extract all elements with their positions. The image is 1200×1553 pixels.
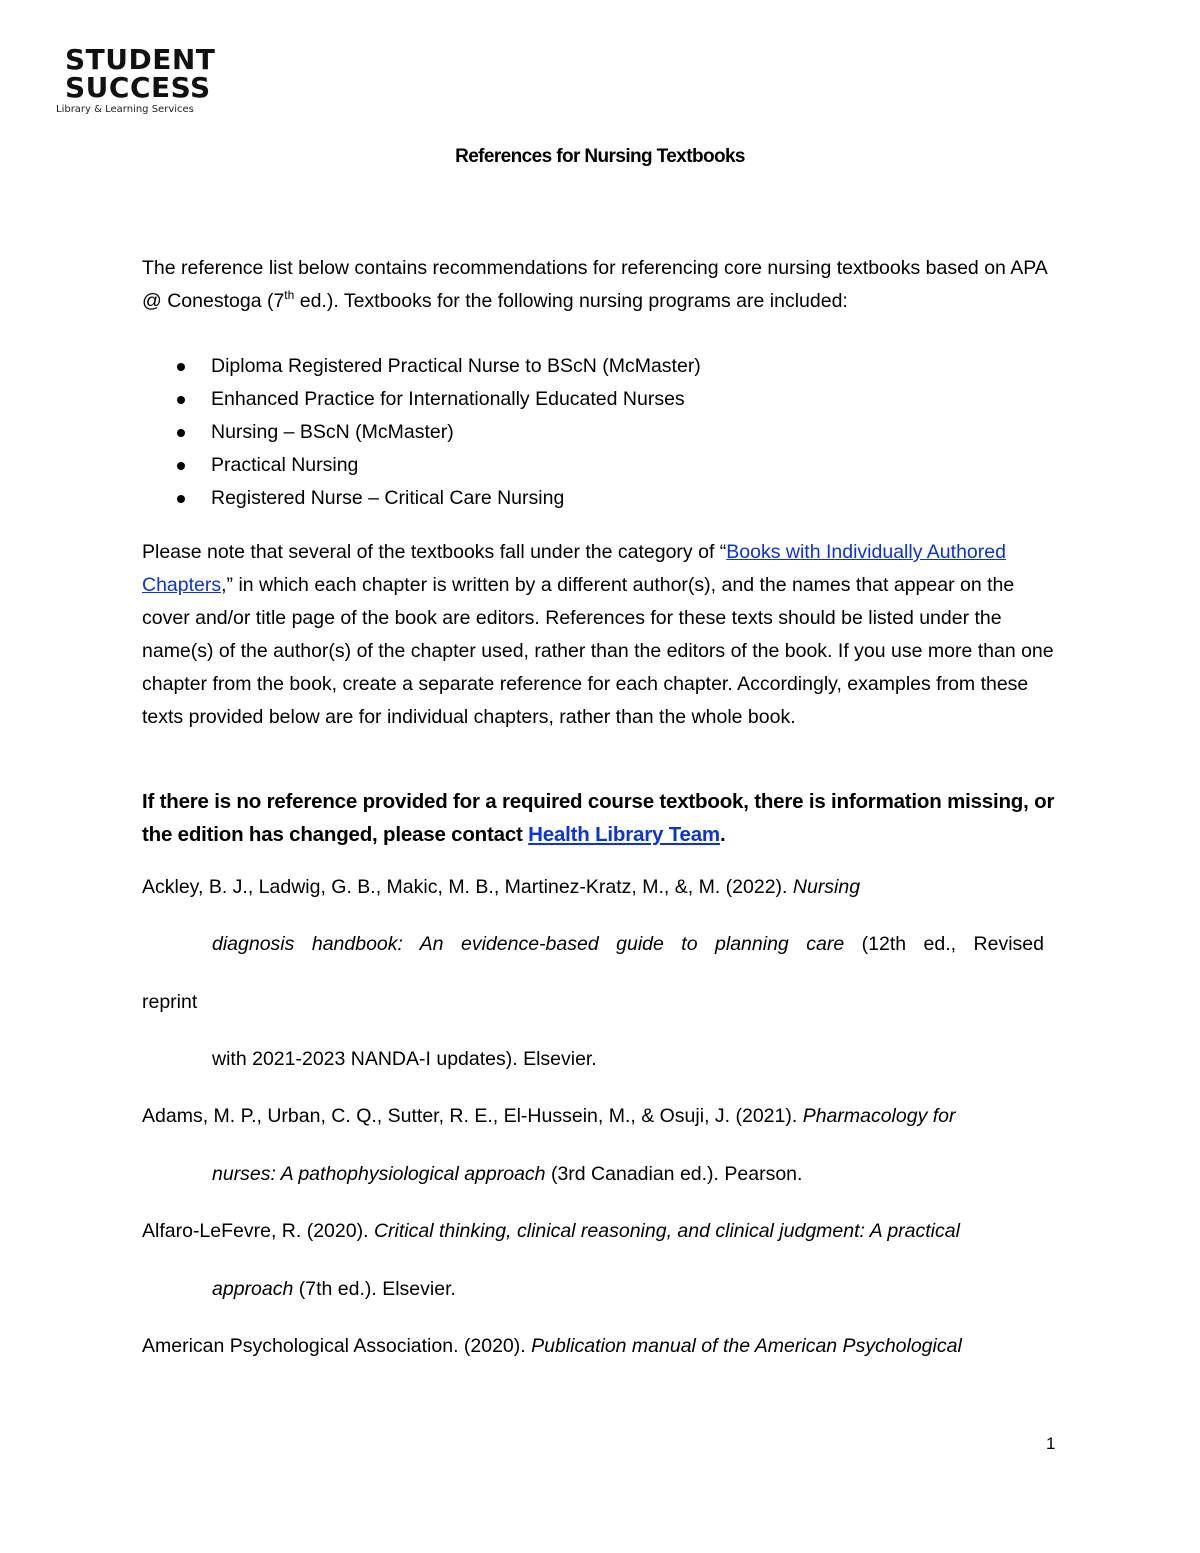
list-item bbox=[142, 482, 1042, 515]
intro-text-1: The reference list below contains recommendations for referencing core nursing textbooks based on APA @ Conestoga (7 bbox=[142, 257, 1047, 312]
bullet-icon bbox=[177, 396, 185, 404]
ref-title-italic: Publication manual of the American Psychological bbox=[531, 1335, 962, 1357]
ref-title-italic: nurses: A pathophysiological approach bbox=[212, 1163, 546, 1185]
logo-line-success: SUCCESS bbox=[65, 71, 211, 104]
health-library-team-link[interactable]: Health Library Team bbox=[528, 823, 720, 846]
reference-ackley-line-1 bbox=[142, 873, 860, 901]
bullet-icon bbox=[177, 495, 185, 503]
reference-apa-line-1 bbox=[142, 1332, 962, 1360]
list-item bbox=[142, 449, 1042, 482]
ref-title-italic: approach bbox=[212, 1278, 294, 1300]
ref-text: with 2021-2023 NANDA-I updates). Elsevier. bbox=[212, 1048, 597, 1070]
ref-text: American Psychological Association. (2020). bbox=[142, 1335, 532, 1357]
program-label: Nursing – BScN (McMaster) bbox=[211, 421, 454, 443]
program-label: Practical Nursing bbox=[211, 454, 359, 476]
reference-alfaro-line-1 bbox=[142, 1217, 960, 1245]
ref-title-italic: Nursing bbox=[792, 876, 861, 898]
page-title: References for Nursing Textbooks bbox=[455, 146, 745, 167]
reference-adams-line-2 bbox=[212, 1160, 802, 1188]
intro-paragraph bbox=[142, 252, 1062, 318]
ref-text: Alfaro-LeFevre, R. (2020). bbox=[142, 1220, 374, 1242]
list-item bbox=[142, 350, 1042, 383]
reference-alfaro-line-2 bbox=[212, 1275, 456, 1303]
note-text-after: ,” in which each chapter is written by a different author(s), and the names that appear on the cover and/or title page of the book are editors. References for these texts should be listed under the name(s) of the author(s) of the chapter used, rather than the editors of the book. If you use more than one chapter from the book, create a separate reference for each chapter. Accordingly, examples from these texts provided below are for individual chapters, rather than the whole book. bbox=[142, 574, 1054, 728]
page-number: 1 bbox=[1046, 1434, 1056, 1453]
program-list bbox=[142, 350, 1042, 515]
ref-text: reprint bbox=[142, 991, 198, 1013]
student-success-logo bbox=[55, 44, 245, 118]
intro-text-2: ed.). Textbooks for the following nursing programs are included: bbox=[294, 290, 848, 312]
missing-reference-notice bbox=[142, 785, 1072, 851]
program-label: Enhanced Practice for Internationally Educated Nurses bbox=[211, 388, 685, 410]
ref-text: (7th ed.). Elsevier. bbox=[293, 1278, 456, 1300]
ref-text: (3rd Canadian ed.). Pearson. bbox=[545, 1163, 803, 1185]
ref-text: Ackley, B. J., Ladwig, G. B., Makic, M. B., Martinez-Kratz, M., &, M. (2022). bbox=[142, 876, 793, 898]
bullet-icon bbox=[177, 462, 185, 470]
warning-text: If there is no reference provided for a required course textbook, there is information missing, or the edition has changed, please contact bbox=[142, 790, 1055, 846]
bullet-icon bbox=[177, 363, 185, 371]
note-text-before: Please note that several of the textbooks fall under the category of “ bbox=[142, 541, 727, 563]
list-item bbox=[142, 383, 1042, 416]
ref-title-italic: diagnosis handbook: An evidence-based guide to planning care bbox=[212, 933, 845, 955]
ref-title-italic: Pharmacology for bbox=[802, 1105, 956, 1127]
reference-ackley-line-3 bbox=[142, 988, 197, 1016]
program-label: Registered Nurse – Critical Care Nursing bbox=[211, 487, 565, 509]
ref-text: (12th ed., Revised bbox=[844, 933, 1044, 955]
books-with-chapters-link[interactable]: Books with Individually Authored Chapters bbox=[142, 541, 1006, 596]
intro-superscript: th bbox=[284, 287, 295, 302]
reference-ackley-line-2 bbox=[212, 930, 1044, 958]
ref-title-italic: Critical thinking, clinical reasoning, and clinical judgment: A practical bbox=[373, 1220, 960, 1242]
logo-line-student: STUDENT bbox=[65, 43, 216, 76]
reference-adams-line-1 bbox=[142, 1102, 956, 1130]
note-paragraph bbox=[142, 536, 1062, 734]
warning-end: . bbox=[719, 823, 726, 846]
bullet-icon bbox=[177, 429, 185, 437]
program-label: Diploma Registered Practical Nurse to BScN (McMaster) bbox=[211, 355, 701, 377]
logo-line-library: Library & Learning Services bbox=[56, 104, 194, 115]
ref-text: Adams, M. P., Urban, C. Q., Sutter, R. E., El-Hussein, M., & Osuji, J. (2021). bbox=[142, 1105, 803, 1127]
list-item bbox=[142, 416, 1042, 449]
reference-ackley-line-4 bbox=[212, 1045, 597, 1073]
